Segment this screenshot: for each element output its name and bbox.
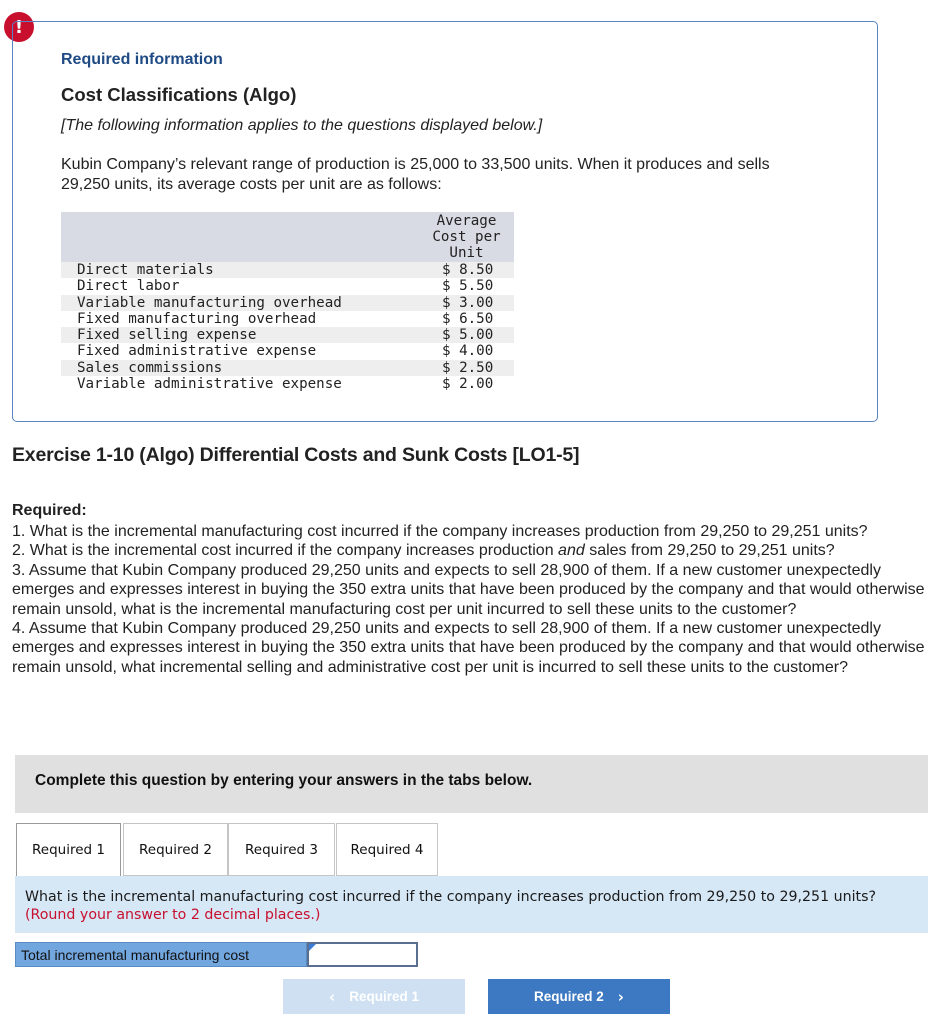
instructions-text: Complete this question by entering your answers in the tabs below.: [35, 772, 533, 789]
exercise-title: Exercise 1-10 (Algo) Differential Costs and Sunk Costs [LO1-5]: [12, 444, 580, 466]
answer-label: Total incremental manufacturing cost: [15, 942, 307, 967]
question-2: [12, 541, 926, 560]
question-2-part-a: 2. What is the incremental cost incurred if the company increases production: [12, 542, 559, 560]
cost-item: Direct materials: [77, 262, 214, 278]
question-4: 4. Assume that Kubin Company produced 29,250 units and expects to sell 28,900 of them. If a new customer unexpectedly emerges and expresses interest in buying the 350 extra units that have been produced by the company and that would otherwise remain unsold, what incremental selling and administrative cost per unit is incurred to sell these units to the customer?: [12, 620, 925, 676]
cost-value: $ 4.00: [442, 343, 494, 360]
table-row: [61, 278, 514, 294]
cost-table-header: [61, 212, 514, 262]
chevron-left-icon: ‹: [329, 987, 336, 1006]
info-note: [The following information applies to the questions displayed below.]: [61, 117, 543, 134]
cost-item: Fixed selling expense: [77, 327, 257, 344]
cost-table-body: [61, 262, 514, 392]
question-2-emphasis: and: [558, 542, 585, 560]
cost-item: Direct labor: [77, 278, 180, 295]
cost-item: Fixed administrative expense: [77, 343, 317, 360]
cost-table: [61, 212, 514, 392]
tab-required-2[interactable]: Required 2: [123, 823, 228, 876]
cost-value: $ 6.50: [442, 310, 494, 327]
cost-item: Sales commissions: [77, 359, 223, 376]
cost-item: Variable administrative expense: [77, 376, 342, 393]
info-intro: Kubin Company’s relevant range of production is 25,000 to 33,500 units. When it produces and sells 29,250 units, its average costs per unit are as follows:: [61, 156, 770, 193]
table-row: [61, 295, 514, 311]
cost-item: Variable manufacturing overhead: [77, 294, 342, 311]
tab-required-1[interactable]: Required 1: [16, 823, 121, 877]
question-panel-text: What is the incremental manufacturing cost incurred if the company increases production from 29,250 to 29,251 units?: [25, 889, 877, 905]
table-row: [61, 262, 514, 278]
info-title: Cost Classifications (Algo): [61, 84, 297, 105]
instructions-banner: [15, 755, 928, 813]
next-button[interactable]: [488, 979, 670, 1014]
table-row: [61, 327, 514, 343]
cost-value: $ 2.50: [442, 359, 494, 376]
cost-table-column-header: Average Cost per Unit: [432, 213, 501, 261]
question-2-part-b: sales from 29,250 to 29,251 units?: [584, 542, 835, 560]
chevron-right-icon: ›: [617, 987, 624, 1006]
required-heading: Required:: [12, 502, 87, 519]
questions-list: [12, 522, 926, 677]
cost-value: $ 5.50: [442, 278, 494, 295]
previous-button-label: Required 1: [349, 989, 419, 1004]
tab-required-3[interactable]: Required 3: [228, 823, 335, 876]
cost-value: $ 8.50: [442, 262, 494, 278]
question-panel: [15, 876, 928, 933]
table-row: [61, 360, 514, 376]
table-row: [61, 376, 514, 392]
cost-item: Fixed manufacturing overhead: [77, 310, 317, 327]
answer-input[interactable]: [307, 942, 418, 967]
next-button-label: Required 2: [534, 989, 604, 1004]
question-3: 3. Assume that Kubin Company produced 29,250 units and expects to sell 28,900 of them. If a new customer unexpectedly emerges and expresses interest in buying the 350 extra units that have been produced by the company and that would otherwise remain unsold, what is the incremental manufacturing cost per unit incurred to sell these units to the customer?: [12, 561, 925, 618]
previous-button[interactable]: [283, 979, 465, 1014]
table-row: [61, 343, 514, 359]
cost-value: $ 3.00: [442, 294, 494, 311]
question-1: 1. What is the incremental manufacturing cost incurred if the company increases production from 29,250 to 29,251 units?: [12, 523, 868, 540]
alert-icon: !: [4, 12, 34, 42]
tab-required-4[interactable]: Required 4: [336, 823, 438, 876]
cost-value: $ 2.00: [442, 376, 494, 393]
rounding-instruction: (Round your answer to 2 decimal places.): [25, 907, 321, 923]
required-information-heading: Required information: [61, 51, 223, 68]
table-row: [61, 311, 514, 327]
cost-value: $ 5.00: [442, 327, 494, 344]
